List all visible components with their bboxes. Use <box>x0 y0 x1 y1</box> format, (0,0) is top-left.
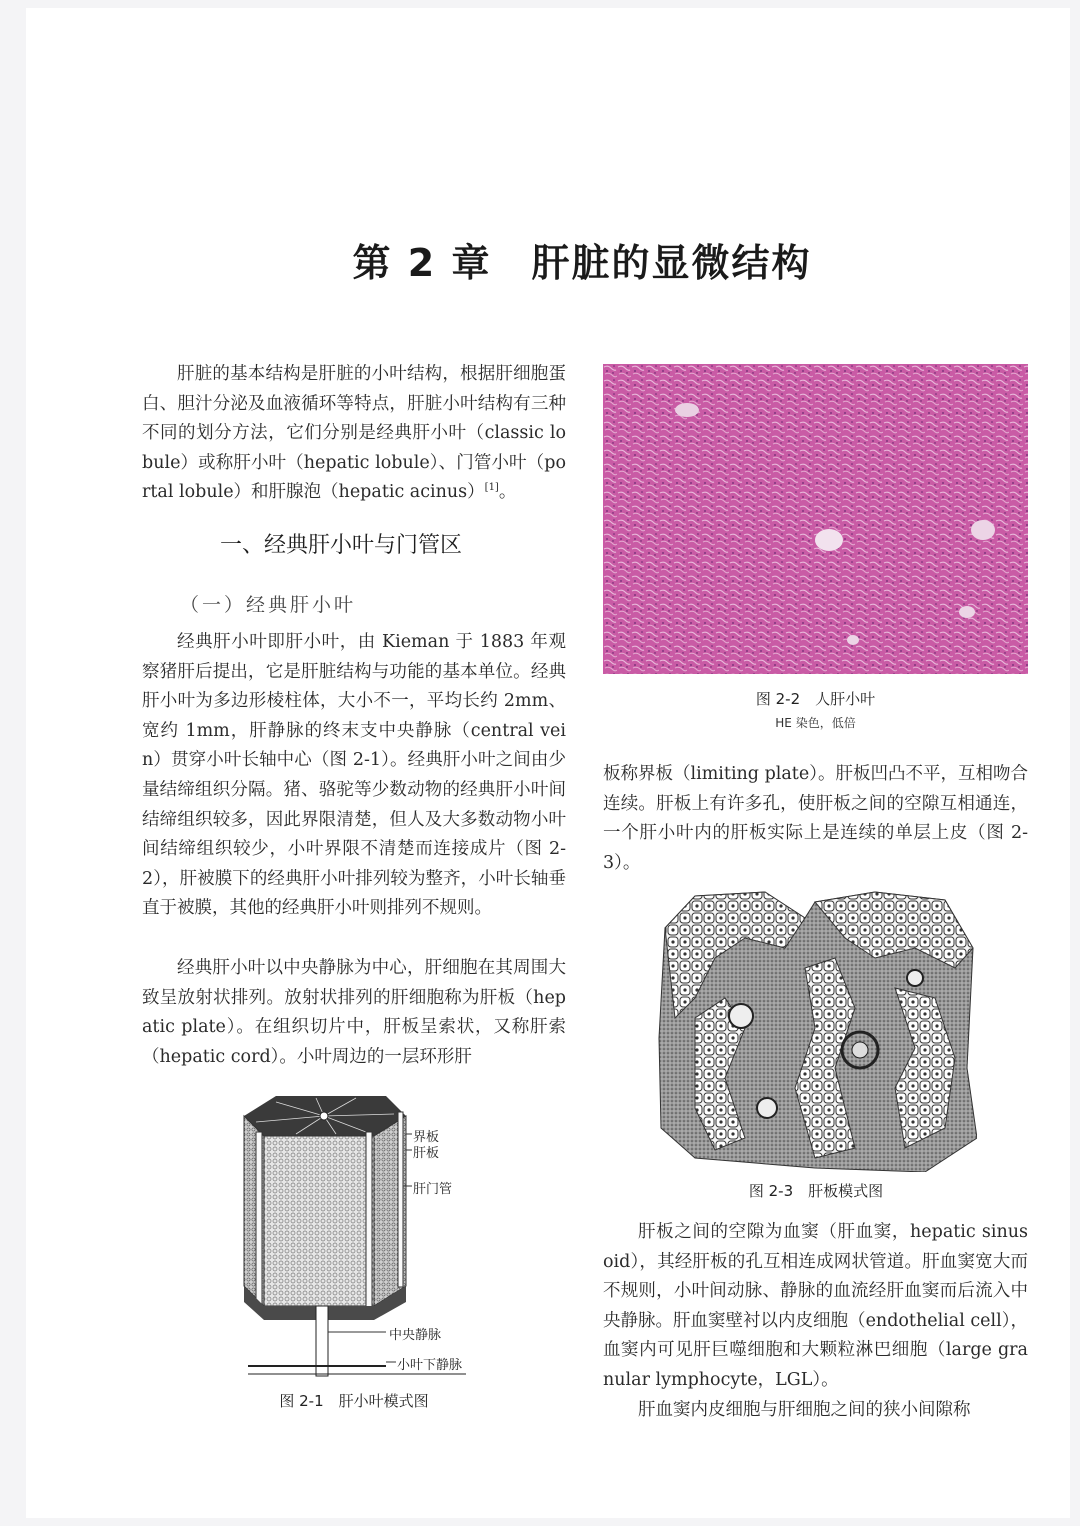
label-sublobular-vein: 小叶下静脉 <box>397 1358 463 1373</box>
fig2-subcaption: HE 染色，低倍 <box>775 716 856 730</box>
intro-text: 肝脏的基本结构是肝脏的小叶结构，根据肝细胞蛋白、胆汁分泌及血液循环等特点，肝脏小叶结构有三种不同的划分方法，它们分别是经典肝小叶（classic lobule）或称肝小叶（hepatic lobule）、门管小叶（portal lobule）和肝腺泡（hepatic acinus） <box>142 364 566 503</box>
subsection-heading: （一）经典肝小叶 <box>180 594 357 616</box>
fig2-caption: 图 2-2 人肝小叶 <box>755 690 876 708</box>
right-paragraph-2: 肝板之间的空隙为血窦（肝血窦，hepatic sinusoid），其经肝板的孔互相连成网状管道。肝血窦宽大而不规则，小叶间动脉、静脉的血流经肝血窦而后流入中央静脉。肝血窦壁衬以内皮细胞（endothelial cell），血窦内可见肝巨噬细胞和大颗粒淋巴细胞（large granular lymphocyte，LGL）。 <box>603 1222 1028 1390</box>
label-limiting-plate: 界板 <box>413 1130 440 1145</box>
right-paragraph-3: 肝血窦内皮细胞与肝细胞之间的狭小间隙称 <box>638 1400 971 1420</box>
hepatic-plate-figure <box>655 888 977 1172</box>
micrograph-image <box>603 364 1028 674</box>
label-portal-canal: 肝门管 <box>413 1182 453 1197</box>
section-heading: 一、经典肝小叶与门管区 <box>220 533 463 558</box>
label-hepatic-plate: 肝板 <box>413 1146 440 1161</box>
citation-ref[interactable]: [1] <box>484 482 499 494</box>
body-paragraph-2: 经典肝小叶以中央静脉为中心，肝细胞在其周围大致呈放射状排列。放射状排列的肝细胞称为肝板（hepatic plate）。在组织切片中，肝板呈索状，又称肝索（hepatic cord）。小叶周边的一层环形肝 <box>142 958 566 1067</box>
right-paragraph-1: 板称界板（limiting plate）。肝板凹凸不平，互相吻合连续。肝板上有许多孔，使肝板之间的空隙互相通连，一个肝小叶内的肝板实际上是连续的单层上皮（图 2-3）。 <box>603 764 1028 873</box>
label-central-vein: 中央静脉 <box>389 1328 442 1343</box>
intro-paragraph: 肝脏的基本结构是肝脏的小叶结构，根据肝细胞蛋白、胆汁分泌及血液循环等特点，肝脏小叶结构有三种不同的划分方法，它们分别是经典肝小叶（classic lobule）或称肝小叶（hepatic lobule）、门管小叶（portal lobule）和肝腺泡（hepatic acinus）[1]。 <box>142 364 566 503</box>
body-paragraph-1: 经典肝小叶即肝小叶，由 Kieman 于 1883 年观察猪肝后提出，它是肝脏结构与功能的基本单位。经典肝小叶为多边形棱柱体，大小不一，平均长约 2mm、宽约 1mm，肝静脉的终末支中央静脉（central vein）贯穿小叶长轴中心（图 2-1）。经典肝小叶之间由少量结缔组织分隔。猪、骆驼等少数动物的经典肝小叶间结缔组织较多，因此界限清楚，但人及大多数动物小叶间结缔组织较少，小叶界限不清楚而连接成片（图 2-2），肝被膜下的经典肝小叶排列较为整齐，小叶长轴垂直于被膜，其他的经典肝小叶则排列不规则。 <box>142 632 566 919</box>
lobule-model-figure <box>236 1092 486 1384</box>
fig1-caption: 图 2-1 肝小叶模式图 <box>279 1392 429 1410</box>
chapter-title: 第 2 章 肝脏的显微结构 <box>352 241 812 285</box>
fig3-caption: 图 2-3 肝板模式图 <box>748 1182 884 1200</box>
